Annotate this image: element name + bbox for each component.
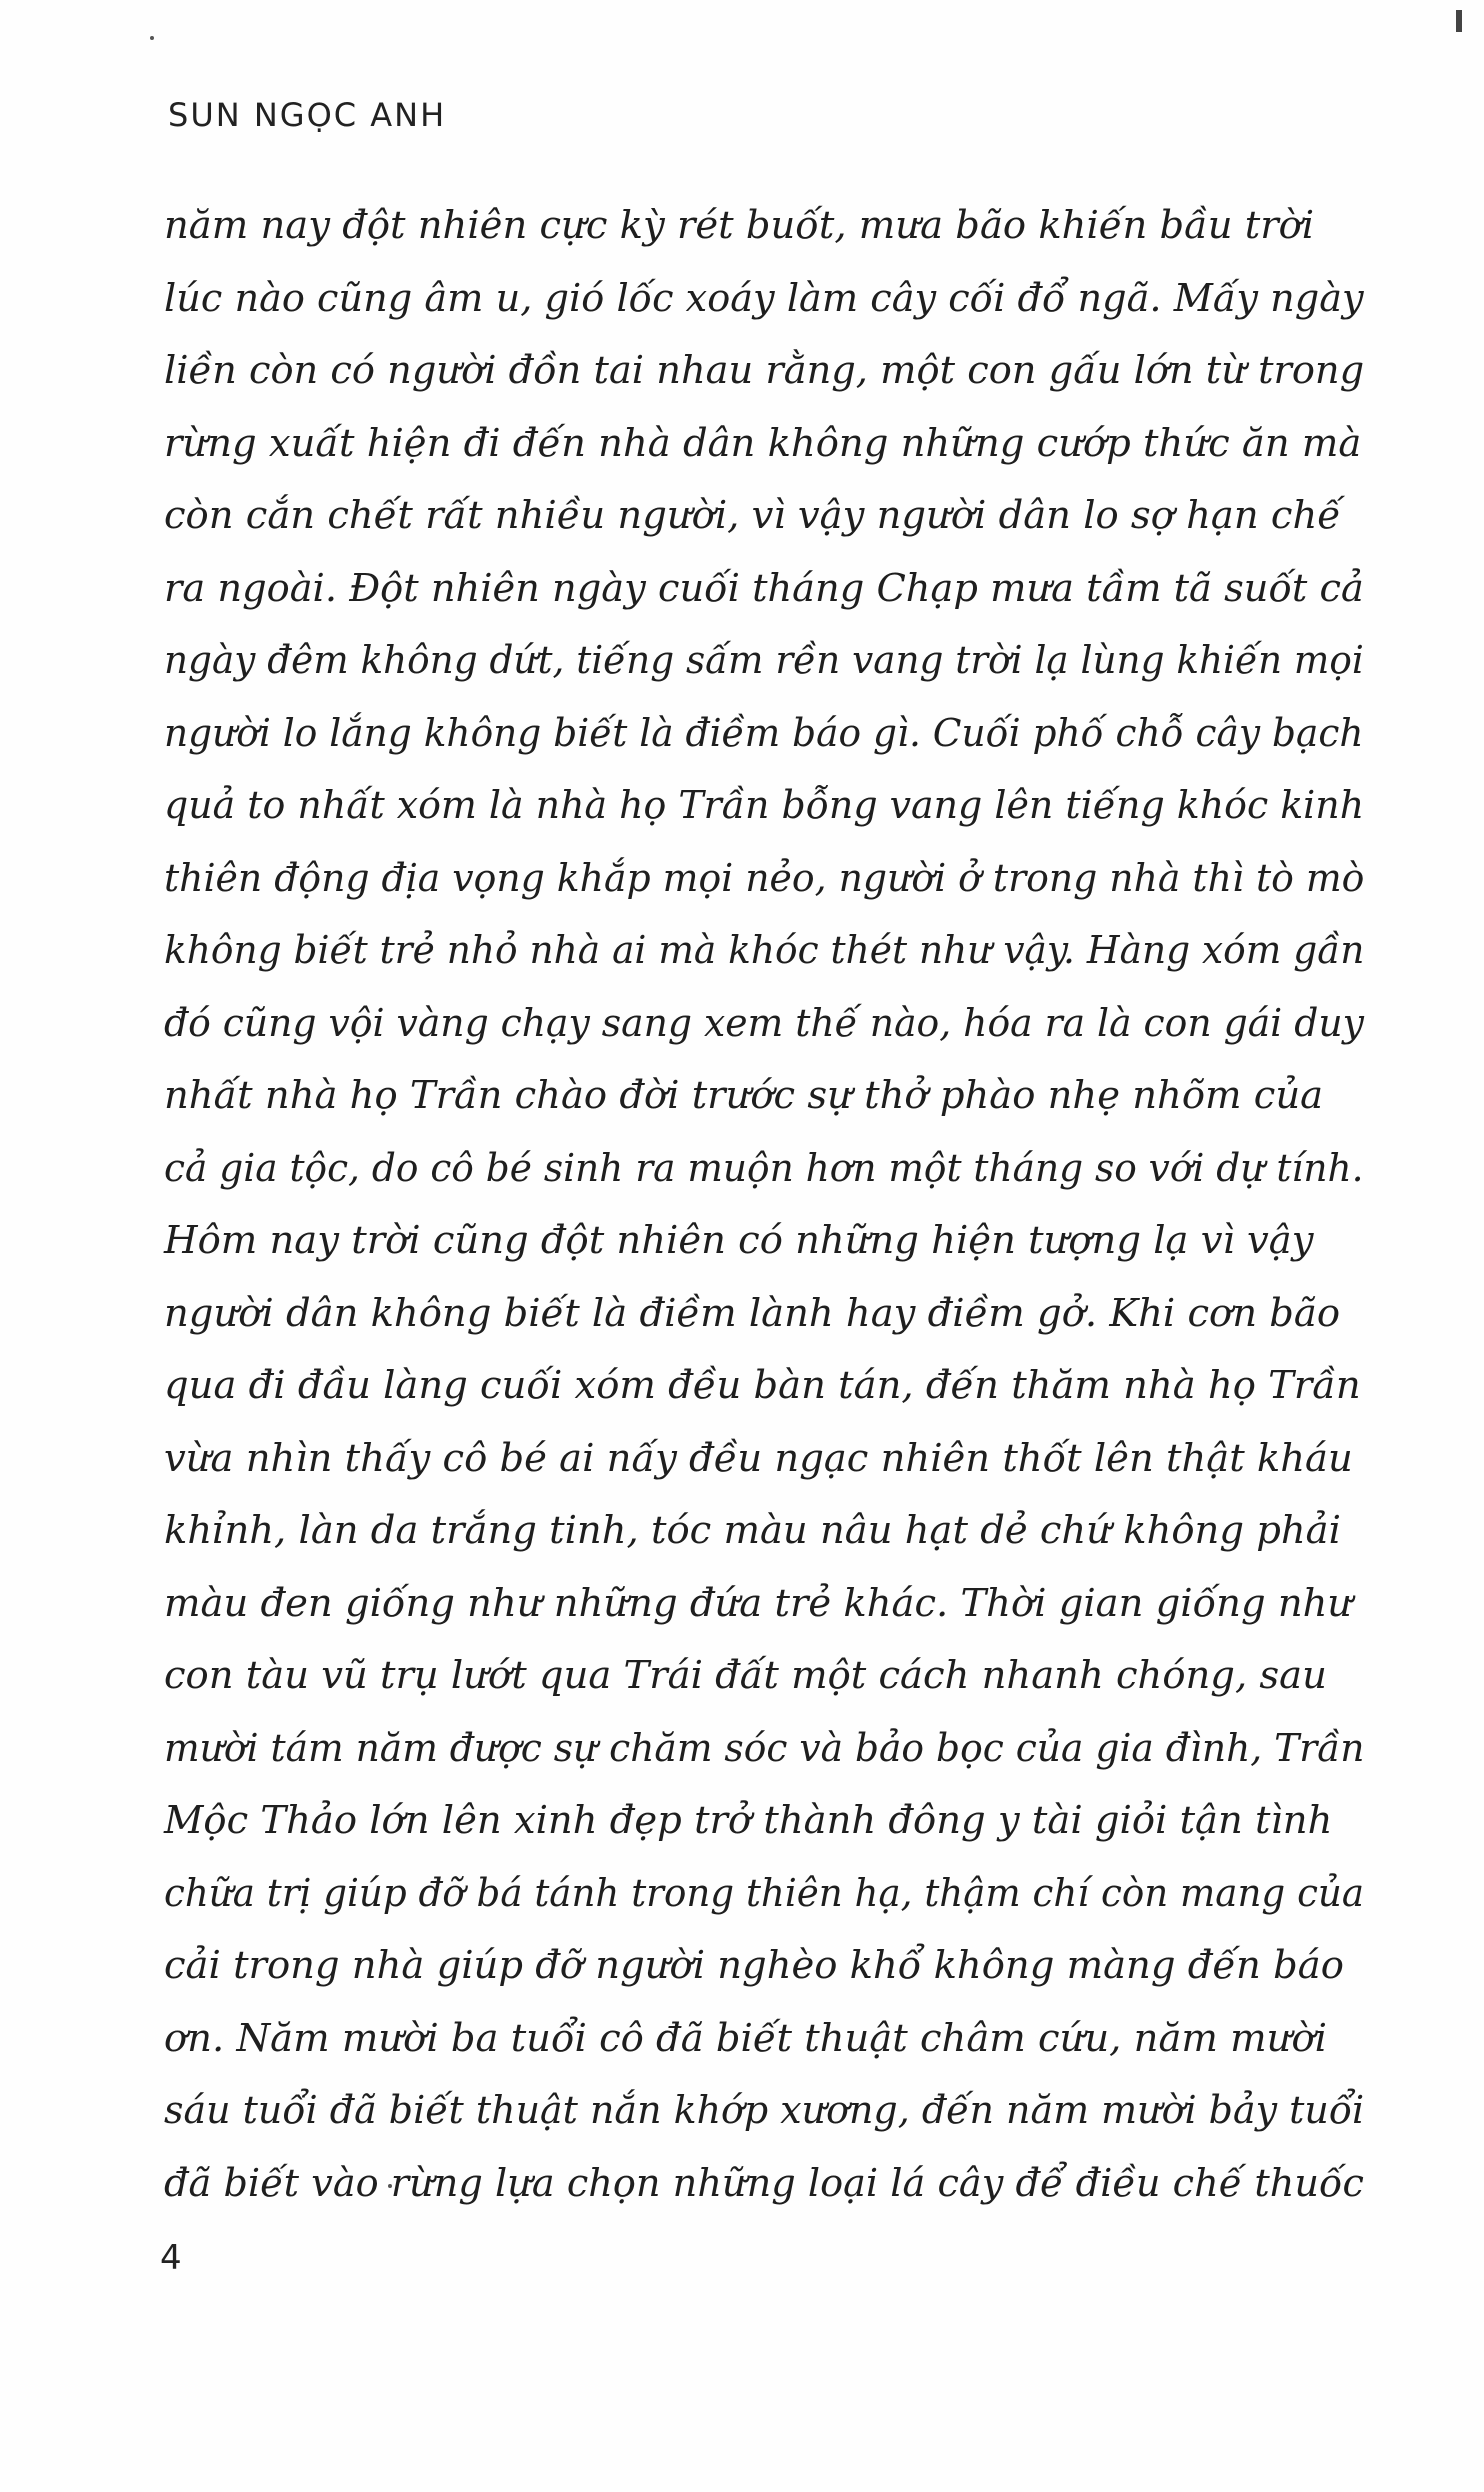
text-line: còn cắn chết rất nhiều người, vì vậy người dân lo sợ hạn chế xyxy=(164,493,1341,538)
running-header-author: SUN NGỌC ANH xyxy=(168,96,447,134)
text-line: năm nay đột nhiên cực kỳ rét buốt, mưa bão khiến bầu trời xyxy=(164,203,1315,248)
text-line: vừa nhìn thấy cô bé ai nấy đều ngạc nhiên thốt lên thật kháu xyxy=(164,1435,1353,1481)
text-line: thiên động địa vọng khắp mọi nẻo, người ở trong nhà thì tò mò xyxy=(164,855,1365,901)
text-line: màu đen giống như những đứa trẻ khác. Thời gian giống như xyxy=(164,1580,1353,1626)
text-line: nhất nhà họ Trần chào đời trước sự thở phào nhẹ nhõm của xyxy=(164,1073,1324,1118)
text-line: ơn. Năm mười ba tuổi cô đã biết thuật châm cứu, năm mười xyxy=(164,2015,1327,2061)
scan-corner-mark xyxy=(1456,10,1462,32)
text-line: rừng xuất hiện đi đến nhà dân không những cướp thức ăn mà xyxy=(164,420,1362,466)
text-line: qua đi đầu làng cuối xóm đều bàn tán, đến thăm nhà họ Trần xyxy=(164,1363,1361,1408)
text-line: ngày đêm không dứt, tiếng sấm rền vang trời lạ lùng khiến mọi xyxy=(164,638,1364,683)
text-line: đã biết vào rừng lựa chọn những loại lá cây để điều chế thuốc xyxy=(164,2160,1364,2206)
text-line: liền còn có người đồn tai nhau rằng, một con gấu lớn từ trong xyxy=(164,348,1365,393)
text-line: người dân không biết là điềm lành hay điềm gở. Khi cơn bão xyxy=(164,1290,1341,1336)
text-line: con tàu vũ trụ lướt qua Trái đất một cách nhanh chóng, sau xyxy=(164,1653,1327,1698)
text-line: không biết trẻ nhỏ nhà ai mà khóc thét như vậy. Hàng xóm gần xyxy=(164,928,1365,973)
page-number: 4 xyxy=(160,2238,182,2278)
text-line: Mộc Thảo lớn lên xinh đẹp trở thành đông y tài giỏi tận tình xyxy=(164,1798,1333,1843)
text-line: khỉnh, làn da trắng tinh, tóc màu nâu hạt dẻ chứ không phải xyxy=(164,1508,1341,1553)
text-line: quả to nhất xóm là nhà họ Trần bỗng vang lên tiếng khóc kinh xyxy=(164,783,1365,828)
text-line: Hôm nay trời cũng đột nhiên có những hiện tượng lạ vì vậy xyxy=(164,1218,1314,1263)
text-line: cả gia tộc, do cô bé sinh ra muộn hơn một tháng so với dự tính. xyxy=(164,1145,1364,1191)
text-line: lúc nào cũng âm u, gió lốc xoáy làm cây cối đổ ngã. Mấy ngày xyxy=(164,275,1364,321)
scan-speck xyxy=(150,36,154,40)
text-line: chữa trị giúp đỡ bá tánh trong thiên hạ, thậm chí còn mang của xyxy=(164,1870,1365,1916)
text-line: cải trong nhà giúp đỡ người nghèo khổ không màng đến báo xyxy=(164,1943,1344,1988)
text-line: người lo lắng không biết là điềm báo gì. Cuối phố chỗ cây bạch xyxy=(164,710,1364,756)
text-line: mười tám năm được sự chăm sóc và bảo bọc của gia đình, Trần xyxy=(164,1725,1365,1771)
text-line: sáu tuổi đã biết thuật nắn khớp xương, đến năm mười bảy tuổi xyxy=(164,2088,1365,2133)
body-text xyxy=(164,190,1364,2220)
text-line: đó cũng vội vàng chạy sang xem thế nào, hóa ra là con gái duy xyxy=(164,1000,1364,1046)
text-line: ra ngoài. Đột nhiên ngày cuối tháng Chạp mưa tầm tã suốt cả xyxy=(164,565,1364,611)
